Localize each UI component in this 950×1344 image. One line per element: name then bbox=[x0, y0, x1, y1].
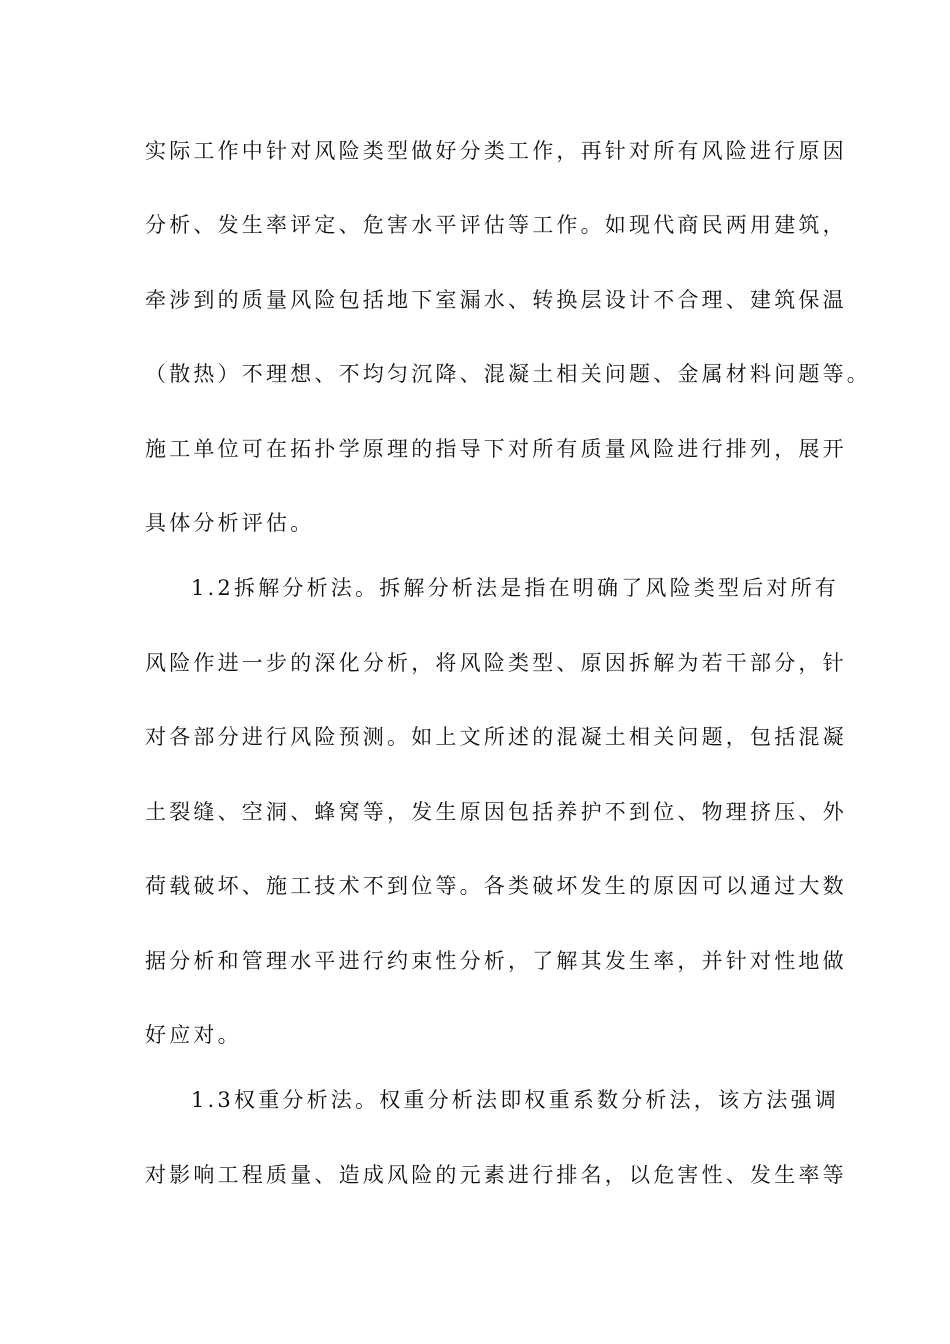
paragraph-line: 实际工作中针对风险类型做好分类工作，再针对所有风险进行原因 bbox=[145, 139, 847, 163]
paragraph-line: 土裂缝、空洞、蜂窝等，发生原因包括养护不到位、物理挤压、外 bbox=[145, 800, 847, 824]
paragraph-line: 具体分析评估。 bbox=[145, 511, 315, 535]
paragraph-line: 好应对。 bbox=[145, 1023, 242, 1047]
paragraph-line: 分析、发生率评定、危害水平评估等工作。如现代商民两用建筑， bbox=[145, 213, 847, 237]
section-heading-line: 1.2拆解分析法。拆解分析法是指在明确了风险类型后对所有 bbox=[191, 576, 839, 600]
paragraph-line: 据分析和管理水平进行约束性分析，了解其发生率，并针对性地做 bbox=[145, 949, 847, 973]
paragraph-line: 牵涉到的质量风险包括地下室漏水、转换层设计不合理、建筑保温 bbox=[145, 288, 847, 312]
paragraph-line: 对各部分进行风险预测。如上文所述的混凝土相关问题，包括混凝 bbox=[145, 725, 847, 749]
paragraph-line: 风险作进一步的深化分析，将风险类型、原因拆解为若干部分，针 bbox=[145, 651, 847, 675]
paragraph-line: 施工单位可在拓扑学原理的指导下对所有质量风险进行排列，展开 bbox=[145, 437, 847, 461]
paragraph-line: （散热）不理想、不均匀沉降、混凝土相关问题、金属材料问题等。 bbox=[145, 362, 871, 386]
paragraph-line: 荷载破坏、施工技术不到位等。各类破坏发生的原因可以通过大数 bbox=[145, 874, 847, 898]
section-heading-line: 1.3权重分析法。权重分析法即权重系数分析法，该方法强调 bbox=[191, 1088, 839, 1112]
paragraph-line: 对影响工程质量、造成风险的元素进行排名，以危害性、发生率等 bbox=[145, 1163, 847, 1187]
